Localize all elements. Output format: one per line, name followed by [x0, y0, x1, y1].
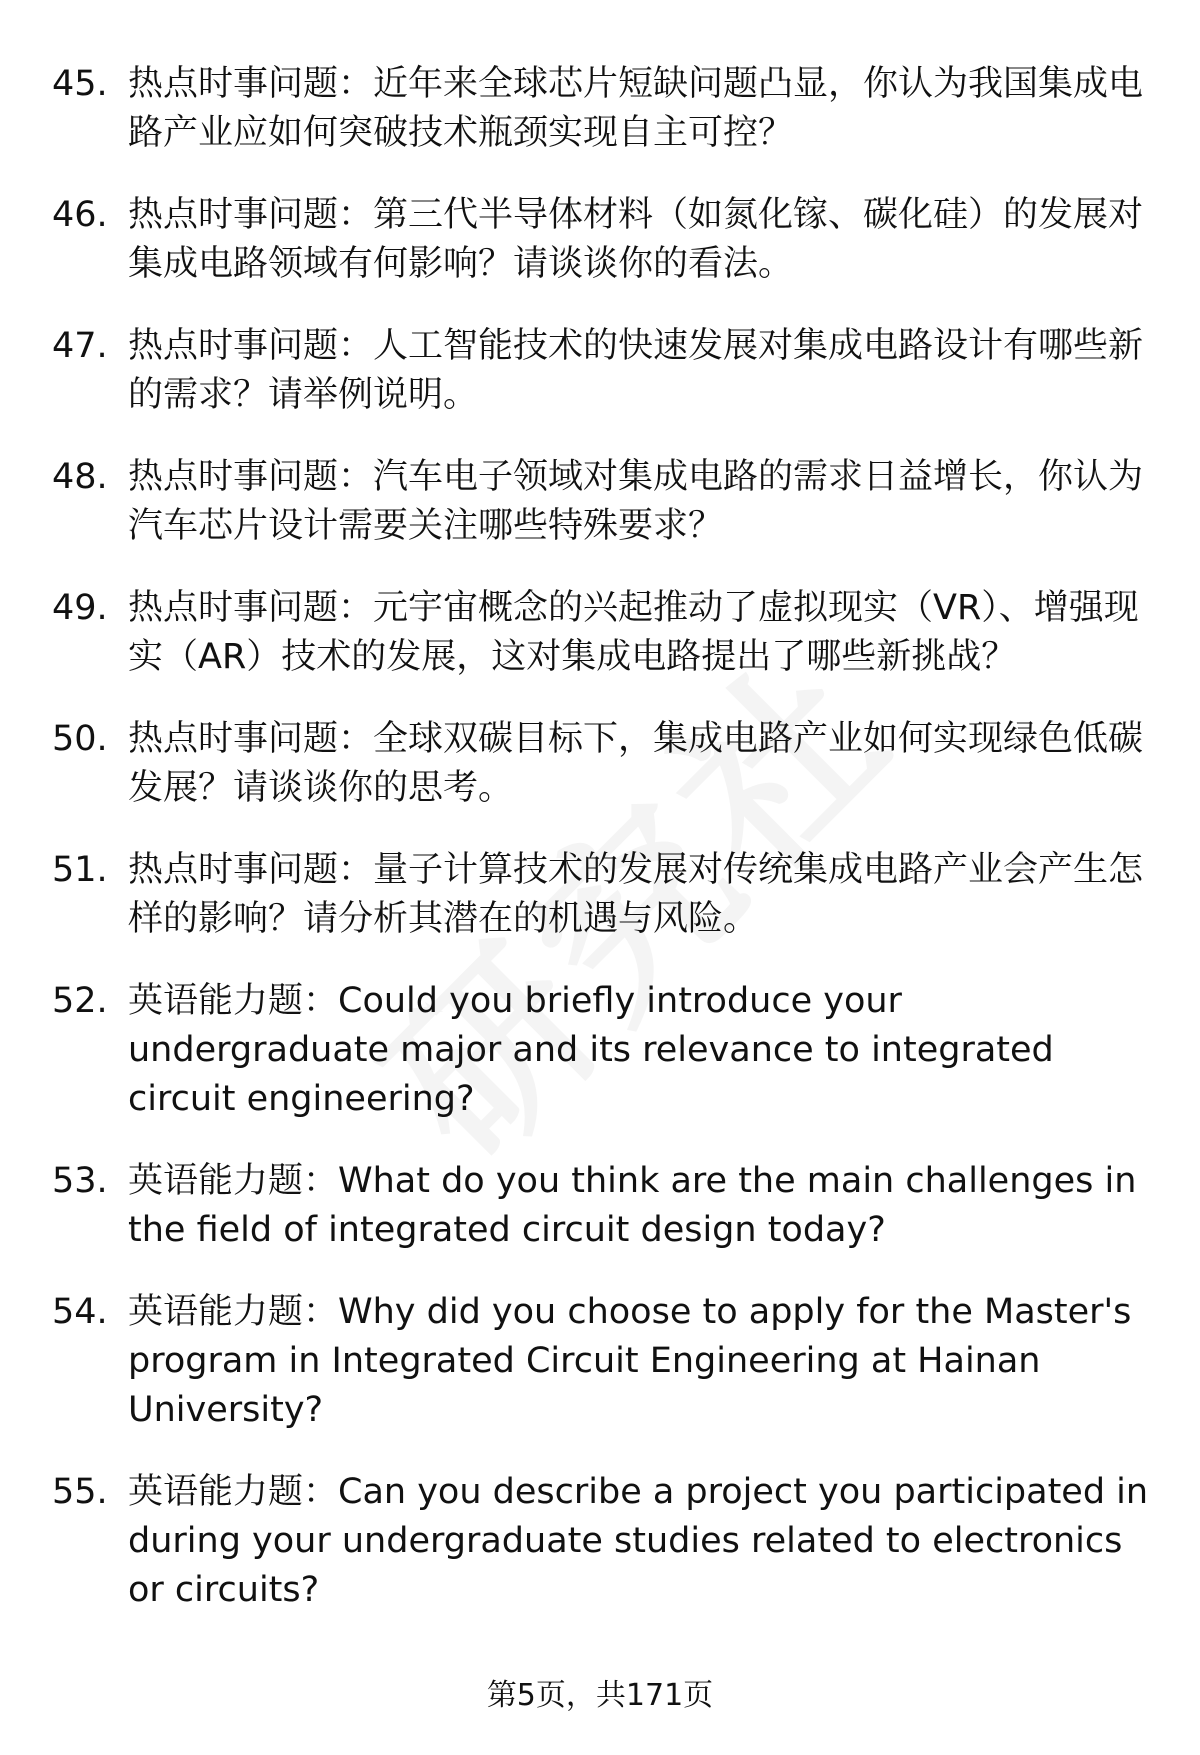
question-number: 48. — [52, 457, 108, 497]
question-number: 52. — [52, 981, 108, 1021]
question-number: 45. — [52, 64, 108, 104]
question-number: 55. — [52, 1472, 108, 1512]
question-item — [52, 846, 1162, 944]
question-number: 53. — [52, 1161, 108, 1201]
question-text: 英语能力题：Can you describe a project you participated in during your undergraduate studies related to electronics or circuits? — [128, 1472, 1149, 1610]
question-item — [52, 584, 1162, 682]
question-text: 热点时事问题：第三代半导体材料（如氮化镓、碳化硅）的发展对集成电路领域有何影响？请谈谈你的看法。 — [128, 195, 1144, 284]
question-text: 热点时事问题：全球双碳目标下，集成电路产业如何实现绿色低碳发展？请谈谈你的思考。 — [128, 719, 1144, 808]
page-footer: 第5页，共171页 — [486, 1678, 714, 1713]
question-item — [52, 1288, 1162, 1435]
question-number: 51. — [52, 850, 108, 890]
question-item — [52, 1468, 1162, 1615]
question-text: 英语能力题：Could you briefly introduce your undergraduate major and its relevance to integrated circuit engineering? — [128, 981, 1054, 1119]
question-text: 热点时事问题：近年来全球芯片短缺问题凸显，你认为我国集成电路产业应如何突破技术瓶颈实现自主可控？ — [128, 64, 1144, 153]
question-item — [52, 715, 1162, 813]
question-text: 热点时事问题：元宇宙概念的兴起推动了虚拟现实（VR）、增强现实（AR）技术的发展，这对集成电路提出了哪些新挑战？ — [128, 588, 1139, 677]
question-item — [52, 977, 1162, 1124]
question-item — [52, 60, 1162, 158]
question-text: 热点时事问题：人工智能技术的快速发展对集成电路设计有哪些新的需求？请举例说明。 — [128, 326, 1144, 415]
question-number: 54. — [52, 1292, 108, 1332]
question-text: 英语能力题：Why did you choose to apply for the Master's program in Integrated Circuit Engineering at Hainan University? — [128, 1292, 1132, 1430]
question-item — [52, 453, 1162, 551]
question-number: 46. — [52, 195, 108, 235]
question-item — [52, 322, 1162, 420]
question-item — [52, 191, 1162, 289]
question-item — [52, 1157, 1162, 1255]
question-text: 热点时事问题：汽车电子领域对集成电路的需求日益增长，你认为汽车芯片设计需要关注哪些特殊要求？ — [128, 457, 1144, 546]
question-text: 英语能力题：What do you think are the main challenges in the field of integrated circuit design today? — [128, 1161, 1137, 1250]
question-text: 热点时事问题：量子计算技术的发展对传统集成电路产业会产生怎样的影响？请分析其潜在的机遇与风险。 — [128, 850, 1144, 939]
question-list — [52, 60, 1162, 1648]
question-number: 49. — [52, 588, 108, 628]
question-number: 47. — [52, 326, 108, 366]
question-number: 50. — [52, 719, 108, 759]
